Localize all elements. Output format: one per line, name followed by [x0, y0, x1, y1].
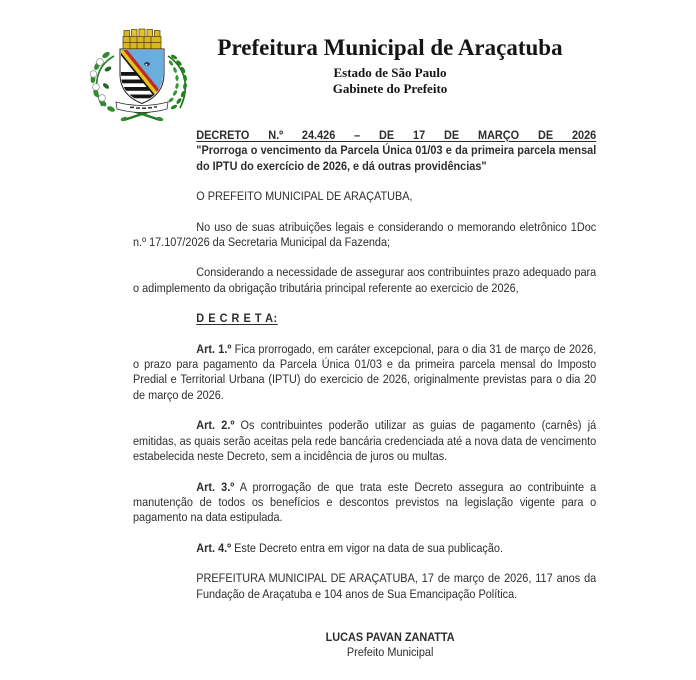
- signature-block: [133, 630, 596, 661]
- preamble-paragraph-1: No uso de suas atribuições legais e considerando o memorando eletrônico 1Doc n.º 17.107/2026 da Secretaria Municipal da Fazenda;: [133, 219, 597, 250]
- signature-role: Prefeito Municipal: [346, 645, 434, 660]
- article-3: [133, 480, 596, 526]
- org-title: Prefeitura Municipal de Araçatuba: [217, 35, 563, 60]
- article-4: [133, 541, 596, 556]
- article-1-text: Fica prorrogado, em caráter excepcional, para o dia 31 de março de 2026, o prazo para pagamento da Parcela Única 01/03 e da primeira parcela mensal do Imposto Predial e Territorial Urbana (IPTU) do exercicio de 2026, originalmente previstas para o dia 20 de março de 2026.: [133, 341, 597, 402]
- article-3-label: Art. 3.º: [196, 479, 235, 494]
- signature-name: LUCAS PAVAN ZANATTA: [325, 629, 455, 644]
- decreta-label-text: D E C R E T A:: [196, 311, 278, 326]
- article-1: [133, 342, 596, 404]
- closing-paragraph: PREFEITURA MUNICIPAL DE ARAÇATUBA, 17 de março de 2026, 117 anos da Fundação de Araçatuba e 104 anos de Sua Emancipação Política.: [196, 571, 597, 601]
- office-line: Gabinete do Prefeito: [332, 80, 448, 96]
- article-4-text: Este Decreto entra em vigor na data de sua publicação.: [231, 540, 503, 555]
- decree-summary: "Prorroga o vencimento da Parcela Única 01/03 e da primeira parcela mensal do IPTU do exercício de 2026, e dá outras providências": [196, 143, 597, 173]
- decreta-label: [133, 311, 596, 326]
- salutation: O PREFEITO MUNICIPAL DE ARAÇATUBA,: [196, 189, 413, 204]
- article-1-label: Art. 1.º: [196, 341, 232, 356]
- article-2: [133, 418, 596, 464]
- decree-heading: DECRETO N.º 24.426 – DE 17 DE MARÇO DE 2026: [196, 128, 597, 142]
- preamble-paragraph-2: Considerando a necessidade de assegurar aos contribuintes prazo adequado para o adimplemento da obrigação tributária principal referente ao exercicio de 2026,: [133, 265, 597, 295]
- article-2-text: Os contribuintes poderão utilizar as guias de pagamento (carnês) já emitidas, as quais serão aceitas pela rede bancária credenciada até a nova data de vencimento estabelecida neste Decreto, sem a incidência de juros ou multas.: [133, 418, 597, 464]
- article-3-text: A prorrogação de que trata este Decreto assegura ao contribuinte a manutenção de todos os benefícios e descontos previstos na legislação vigente para o pagamento na data estipulada.: [133, 479, 597, 525]
- article-2-label: Art. 2.º: [196, 418, 235, 433]
- letterhead: [110, 34, 670, 96]
- article-4-label: Art. 4.º: [196, 540, 232, 555]
- decree-body: [133, 128, 596, 661]
- state-line: Estado de São Paulo: [333, 65, 447, 80]
